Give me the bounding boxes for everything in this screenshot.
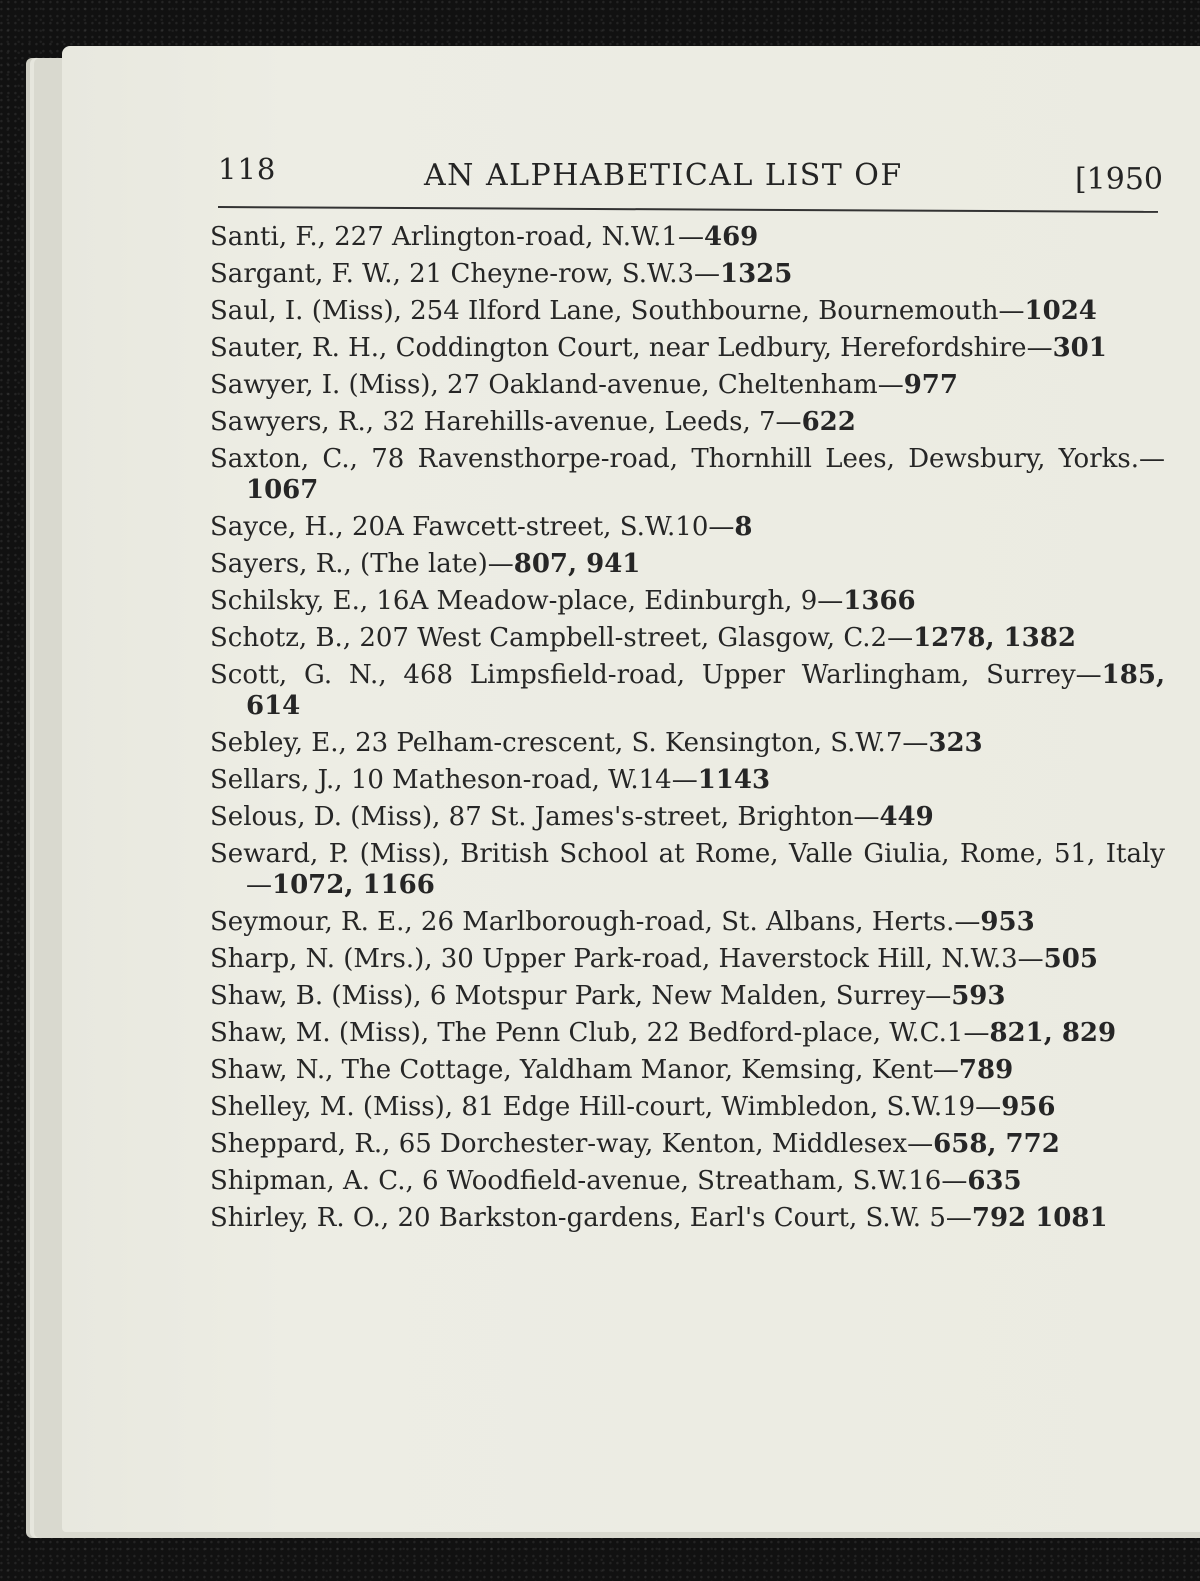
entry-page-refs: 1067 xyxy=(246,475,319,505)
entry-page-refs: 658, 772 xyxy=(933,1129,1060,1159)
entry-text: Sayers, R., (The late)— xyxy=(210,549,514,579)
list-item xyxy=(210,512,1165,543)
list-item xyxy=(210,802,1165,833)
entry-page-refs: 1278, 1382 xyxy=(913,623,1076,653)
page-year: [1950 xyxy=(1074,162,1163,197)
list-item xyxy=(210,586,1165,617)
entry-text: Shipman, A. C., 6 Woodfield-avenue, Streatham, S.W.16— xyxy=(210,1166,968,1196)
entry-page-refs: 1325 xyxy=(720,259,793,289)
page-number: 118 xyxy=(218,152,277,186)
list-item xyxy=(210,981,1165,1012)
list-item xyxy=(210,444,1165,506)
entry-page-refs: 622 xyxy=(801,407,856,437)
list-item xyxy=(210,623,1165,654)
entry-text: Shelley, M. (Miss), 81 Edge Hill-court, Wimbledon, S.W.19— xyxy=(210,1092,1002,1122)
list-item xyxy=(210,907,1165,938)
list-item xyxy=(210,1092,1165,1123)
list-item xyxy=(210,1055,1165,1086)
entry-text: Seymour, R. E., 26 Marlborough-road, St. Albans, Herts.— xyxy=(210,907,981,937)
entry-text: Selous, D. (Miss), 87 St. James's-street, Brighton— xyxy=(210,802,880,832)
entry-page-refs: 1072, 1166 xyxy=(272,870,435,900)
entry-text: Shaw, M. (Miss), The Penn Club, 22 Bedford-place, W.C.1— xyxy=(210,1018,990,1048)
entry-page-refs: 792 1081 xyxy=(971,1203,1108,1233)
entry-page-refs: 185, 614 xyxy=(246,660,1165,721)
list-item xyxy=(210,660,1165,722)
entry-text: Schilsky, E., 16A Meadow-place, Edinburgh, 9— xyxy=(210,586,844,616)
entry-page-refs: 449 xyxy=(879,802,934,832)
entry-page-refs: 807, 941 xyxy=(513,549,641,579)
list-item xyxy=(210,407,1165,438)
entry-text: Shirley, R. O., 20 Barkston-gardens, Earl's Court, S.W. 5— xyxy=(210,1203,972,1233)
list-item xyxy=(210,333,1165,364)
entry-text: Sawyers, R., 32 Harehills-avenue, Leeds, 7— xyxy=(210,407,802,437)
entry-text: Sauter, R. H., Coddington Court, near Ledbury, Herefordshire— xyxy=(210,333,1053,363)
entry-page-refs: 635 xyxy=(967,1166,1022,1196)
entry-page-refs: 469 xyxy=(703,222,759,252)
entry-page-refs: 977 xyxy=(903,370,958,400)
entry-text: Sellars, J., 10 Matheson-road, W.14— xyxy=(210,765,698,795)
entry-page-refs: 1143 xyxy=(697,765,771,795)
list-item xyxy=(210,1203,1165,1234)
entry-page-refs: 1024 xyxy=(1024,296,1097,326)
entry-text: Sayce, H., 20A Fawcett-street, S.W.10— xyxy=(210,512,735,542)
list-item xyxy=(210,839,1165,901)
entry-text: Sebley, E., 23 Pelham-crescent, S. Kensington, S.W.7— xyxy=(210,728,929,758)
entry-page-refs: 8 xyxy=(734,512,753,542)
list-item xyxy=(210,1166,1165,1197)
entry-text: Sargant, F. W., 21 Cheyne-row, S.W.3— xyxy=(210,259,720,289)
entry-text: Scott, G. N., 468 Limpsfield-road, Upper Warlingham, Surrey— xyxy=(210,660,1102,690)
list-item xyxy=(210,259,1165,290)
entry-page-refs: 953 xyxy=(980,907,1035,937)
entry-text: Saul, I. (Miss), 254 Ilford Lane, Southbourne, Bournemouth— xyxy=(210,296,1025,326)
entry-page-refs: 789 xyxy=(958,1055,1014,1085)
page-header xyxy=(218,148,1163,200)
entry-page-refs: 593 xyxy=(951,981,1006,1011)
entry-page-refs: 505 xyxy=(1043,944,1098,974)
entry-page-refs: 301 xyxy=(1052,333,1107,363)
entry-page-refs: 323 xyxy=(928,728,983,758)
entry-text: Sharp, N. (Mrs.), 30 Upper Park-road, Haverstock Hill, N.W.3— xyxy=(210,944,1044,974)
list-item xyxy=(210,944,1165,975)
entry-text: Santi, F., 227 Arlington-road, N.W.1— xyxy=(210,222,704,252)
entry-page-refs: 956 xyxy=(1001,1092,1056,1122)
entry-text: Shaw, N., The Cottage, Yaldham Manor, Kemsing, Kent— xyxy=(210,1055,959,1085)
entry-text: Saxton, C., 78 Ravensthorpe-road, Thornhill Lees, Dewsbury, Yorks.— xyxy=(210,444,1165,474)
list-item xyxy=(210,1129,1165,1160)
list-item xyxy=(210,370,1165,401)
list-item xyxy=(210,765,1165,796)
entry-text: Shaw, B. (Miss), 6 Motspur Park, New Malden, Surrey— xyxy=(210,981,952,1011)
entry-list xyxy=(210,222,1165,1240)
list-item xyxy=(210,549,1165,580)
entry-text: Schotz, B., 207 West Campbell-street, Glasgow, C.2— xyxy=(210,623,914,653)
entry-text: Seward, P. (Miss), British School at Rome, Valle Giulia, Rome, 51, Italy— xyxy=(210,839,1165,900)
list-item xyxy=(210,728,1165,759)
list-item xyxy=(210,1018,1165,1049)
list-item xyxy=(210,296,1165,327)
page-title: AN ALPHABETICAL LIST OF xyxy=(424,158,903,193)
entry-text: Sawyer, I. (Miss), 27 Oakland-avenue, Cheltenham— xyxy=(210,370,904,400)
list-item xyxy=(210,222,1165,253)
entry-page-refs: 821, 829 xyxy=(989,1018,1117,1048)
entry-page-refs: 1366 xyxy=(843,586,916,616)
entry-text: Sheppard, R., 65 Dorchester-way, Kenton, Middlesex— xyxy=(210,1129,934,1159)
